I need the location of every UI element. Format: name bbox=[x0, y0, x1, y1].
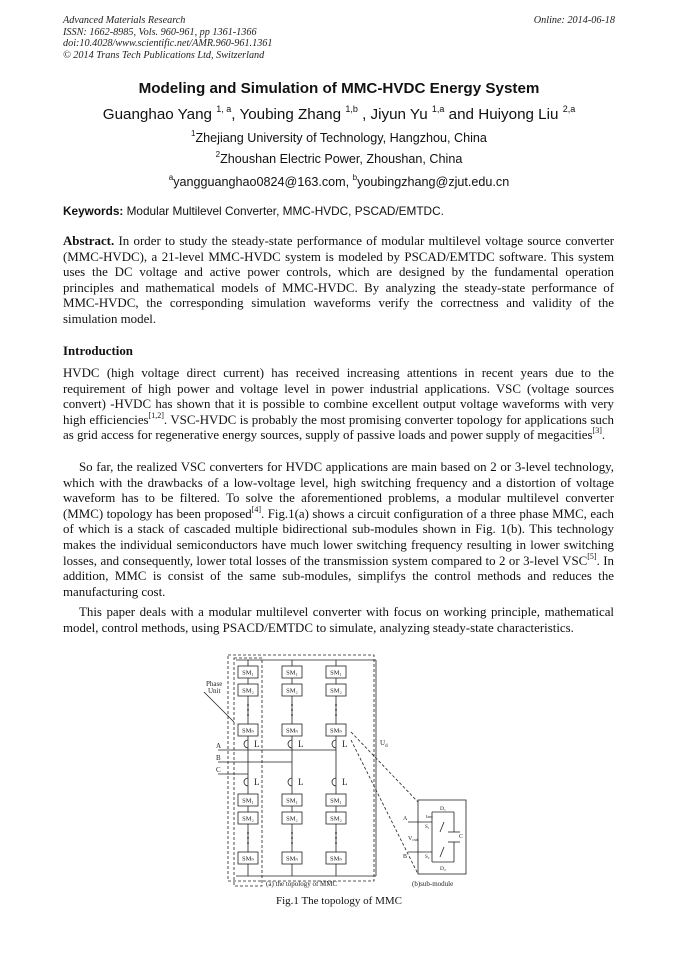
sm-label: SM₂ bbox=[286, 815, 298, 823]
inductor-label: L bbox=[254, 739, 260, 749]
intro-paragraph-3: This paper deals with a modular multilevel converter with focus on working principle, mathematical model, control methods, using PSACD/EMTDC to simulate, analyzing steady-state characteristics. bbox=[63, 605, 614, 635]
phase-a-label: A bbox=[216, 742, 222, 750]
ud-sub: d bbox=[385, 744, 388, 749]
intro-text: . bbox=[601, 428, 606, 443]
sub-vout-label bbox=[408, 836, 419, 842]
sm-label: SM₁ bbox=[242, 797, 254, 805]
author-separator: , bbox=[231, 106, 236, 123]
sm-label: SM₁ bbox=[286, 797, 298, 805]
sm-label: SM₁ bbox=[242, 669, 254, 677]
inductor-lower-b bbox=[288, 778, 292, 786]
intro-text: . In addition, MMC is consist of the same sub-modules, simplifys the control methods and reduces the manufacturing cost. bbox=[63, 553, 615, 599]
abstract bbox=[63, 234, 614, 328]
intro-text: So far, the realized VSC converters for HVDC applications are main based on 2 or 3-level technology, which with the drawbacks of a low-voltage level, high switching frequency and a distortion of voltage waveform has to be filtered. To solve the aforementioned problems, a modular multilevel converter (MMC) topology has been proposed bbox=[63, 460, 614, 521]
sm-label: SMₙ bbox=[286, 727, 298, 735]
intro-text: . VSC-HVDC is probably the most promising converter topology for applications such as grid access for regenerative energy sources, supply of passive loads and power supply of megacities bbox=[63, 412, 614, 443]
figure-mmc-topology bbox=[196, 652, 486, 890]
inductor-lower-c bbox=[332, 778, 336, 786]
sm-label: SM₁ bbox=[286, 669, 298, 677]
author-emails bbox=[0, 175, 678, 189]
author-separator: and bbox=[448, 106, 474, 123]
sub-s1-label: S₁ bbox=[425, 825, 430, 830]
sub-c-label: C bbox=[459, 834, 464, 840]
affiliation-text: Zhoushan Electric Power, Zhoushan, China bbox=[220, 152, 463, 166]
sub-b-label: B bbox=[403, 854, 408, 860]
phase-c-label: C bbox=[216, 766, 221, 774]
sub-diode-d2 bbox=[440, 847, 444, 857]
inductor-upper-b bbox=[288, 740, 292, 748]
affiliation-sup: 2 bbox=[215, 150, 221, 159]
online-date: Online: 2014-06-18 bbox=[533, 15, 615, 26]
citation[interactable]: [4] bbox=[251, 504, 261, 514]
inductor-label: L bbox=[342, 739, 348, 749]
intro-paragraph-2 bbox=[63, 460, 614, 600]
affiliation-1 bbox=[0, 131, 678, 145]
citation[interactable]: [5] bbox=[587, 551, 597, 561]
sm-label: SM₁ bbox=[330, 797, 342, 805]
email-sup: b bbox=[352, 173, 358, 182]
sub-d1-label: D₁ bbox=[440, 806, 446, 812]
inductor-upper-a bbox=[244, 740, 248, 748]
citation[interactable]: [1,2] bbox=[148, 410, 164, 420]
affiliation-text: Zhejiang University of Technology, Hangzhou, China bbox=[195, 131, 487, 145]
inductor-label: L bbox=[254, 777, 260, 787]
figure-caption: Fig.1 The topology of MMC bbox=[275, 895, 402, 907]
email-link[interactable]: youbingzhang@zjut.edu.cn bbox=[357, 175, 510, 189]
sm-label: SM₂ bbox=[242, 815, 254, 823]
affiliation-2 bbox=[0, 152, 678, 166]
sm-label: SM₂ bbox=[242, 687, 254, 695]
sub-s2-label: S₂ bbox=[425, 855, 430, 860]
author-list bbox=[0, 106, 678, 123]
zoom-line-bottom bbox=[351, 740, 418, 874]
sm-label: SMₙ bbox=[330, 855, 342, 863]
phase-b-label: B bbox=[216, 754, 221, 762]
journal-header bbox=[63, 15, 272, 61]
dc-voltage-label bbox=[380, 739, 388, 749]
sub-diode-d1 bbox=[440, 822, 444, 832]
affiliation-sup: 1 bbox=[191, 129, 196, 138]
author-name: Huiyong Liu bbox=[478, 106, 559, 123]
inductor-label: L bbox=[342, 777, 348, 787]
author-sup: 1,a bbox=[431, 104, 445, 114]
inductor-upper-c bbox=[332, 740, 336, 748]
doi-line: doi:10.4028/www.scientific.net/AMR.960-961.1361 bbox=[63, 38, 273, 50]
author-name: Guanghao Yang bbox=[102, 106, 213, 123]
inductor-label: L bbox=[298, 777, 304, 787]
sub-ism-label: Ism bbox=[426, 814, 433, 819]
vout-main: V bbox=[408, 836, 413, 842]
subfig-caption-b: (b)sub-module bbox=[412, 880, 454, 888]
email-link[interactable]: yangguanghao0824@163.com, bbox=[173, 175, 350, 189]
sm-label: SMₙ bbox=[242, 727, 254, 735]
phase-unit-label: Phase bbox=[206, 680, 223, 688]
journal-name: Advanced Materials Research bbox=[63, 15, 186, 26]
author-sup: 1, a bbox=[216, 104, 232, 114]
subfig-caption-a: (a) the topology of MMC bbox=[266, 880, 338, 888]
citation[interactable]: [3] bbox=[592, 426, 602, 436]
author-name: Youbing Zhang bbox=[239, 106, 342, 123]
sm-label: SM₂ bbox=[330, 687, 342, 695]
sm-label: SM₂ bbox=[330, 815, 342, 823]
author-separator: , bbox=[362, 106, 367, 123]
sub-a-label: A bbox=[403, 816, 408, 822]
paper-title: Modeling and Simulation of MMC-HVDC Energy System bbox=[138, 80, 540, 97]
abstract-label: Abstract. bbox=[63, 234, 115, 248]
author-name: Jiyun Yu bbox=[370, 106, 428, 123]
sm-label: SMₙ bbox=[330, 727, 342, 735]
inductor-lower-a bbox=[244, 778, 248, 786]
sub-d2-label: D₂ bbox=[440, 866, 446, 872]
sm-label: SM₁ bbox=[330, 669, 342, 677]
keywords-label: Keywords: bbox=[63, 204, 124, 218]
sm-label: SMₙ bbox=[286, 855, 298, 863]
intro-paragraph-1 bbox=[63, 366, 614, 444]
vout-sub: out bbox=[412, 837, 419, 842]
author-sup: 2,a bbox=[562, 104, 576, 114]
ud-main: U bbox=[380, 739, 386, 747]
copyright-line: © 2014 Trans Tech Publications Ltd, Switzerland bbox=[63, 49, 265, 61]
sm-label: SMₙ bbox=[242, 855, 254, 863]
issn-line: ISSN: 1662-8985, Vols. 960-961, pp 1361-1366 bbox=[63, 26, 257, 38]
inductor-label: L bbox=[298, 739, 304, 749]
intro-text: HVDC (high voltage direct current) has received increasing attentions in recent years due to the requirement of high power and voltage level in power industrial applications. VSC (voltage sources convert) -HVDC has shown that it is possible to combine excellent output voltage waveforms with very high efficiencies bbox=[63, 366, 614, 427]
email-sup: a bbox=[168, 173, 174, 182]
sm-label: SM₂ bbox=[286, 687, 298, 695]
phase-unit-label: Unit bbox=[208, 687, 221, 695]
phase-unit-pointer bbox=[204, 692, 234, 722]
keywords-text: Modular Multilevel Converter, MMC-HVDC, PSCAD/EMTDC. bbox=[126, 204, 444, 218]
keywords bbox=[63, 204, 444, 218]
intro-text: . Fig.1(a) shows a circuit configuration of a three phase MMC, each of which is a stack of cascaded multiple bidirectional sub-modules shown in Fig. 1(b). This technology makes the individual semiconductors have much lower switching frequency resulting in lower switching losses, and consequently, lower total losses of the transmission system compared to 2 or 3-level VSC bbox=[63, 506, 615, 568]
author-sup: 1,b bbox=[345, 104, 358, 114]
abstract-text: In order to study the steady-state performance of modular multilevel voltage source converter (MMC-HVDC), a 21-level MMC-HVDC system is modeled by PSCAD/EMTDC software. This system uses the DC voltage and active power controls, which are designed by the fundamental operation principles and mathematical models of MMC-HVDC. By analyzing the steady-state performance of MMC-HVDC, the corresponding simulation waveforms verify the correctness and validity of the simulation model. bbox=[63, 234, 614, 326]
section-heading-introduction: Introduction bbox=[63, 344, 133, 358]
